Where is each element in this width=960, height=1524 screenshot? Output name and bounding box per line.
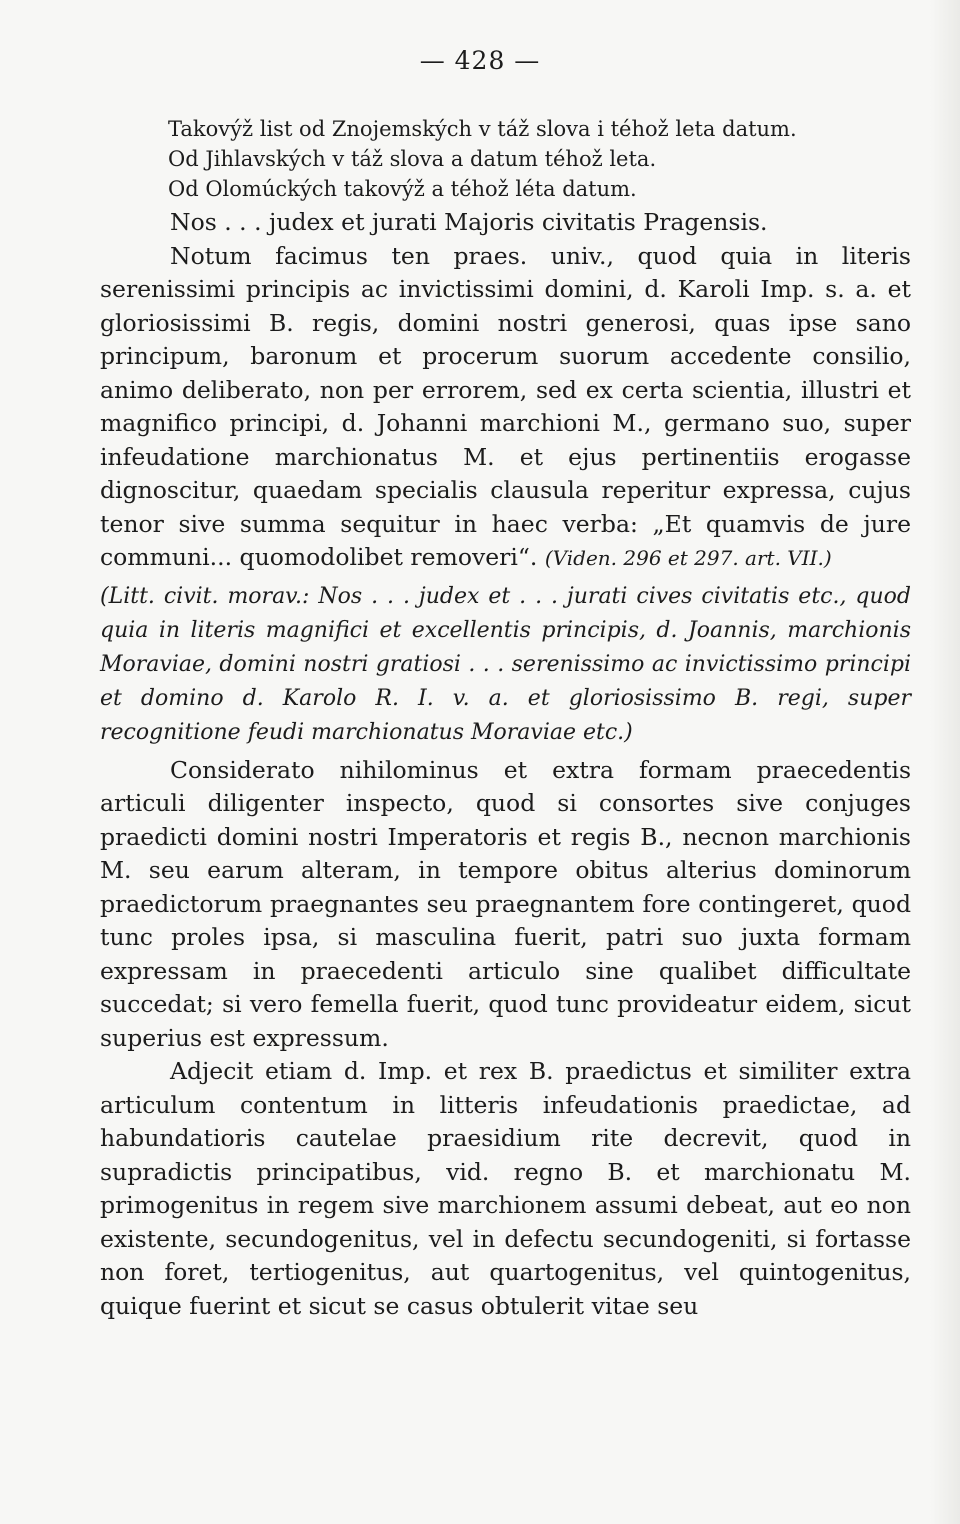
paragraph	[100, 240, 911, 576]
page-edge	[930, 0, 960, 1524]
italic-note: (Litt. civit. morav.: Nos . . . judex et . . . jurati cives civitatis etc., quod quia in literis magnifici et excellentis principis, d. Joannis, marchionis Moraviae, domini nostri gratiosi . . . serenissimo ac invictissimo principi et domino d. Karolo R. I. v. a. et gloriosissimo B. regi, super recognitione feudi marchionatus Moraviae etc.)	[100, 583, 911, 745]
paragraph: Considerato nihilominus et extra formam praecedentis articuli diligenter inspecto, quod si consortes sive conjuges praedicti domini nostri Imperatoris et regis B., necnon marchionis M. seu earum alteram, in tempore obitus alterius dominorum praedictorum praegnantes seu praegnantem fore contingeret, quod tunc proles ipsa, si masculina fuerit, patri suo juxta formam expressam in praecedenti articulo sine qualibet difficultate succedat; si vero femella fuerit, quod tunc provideatur eidem, sicut superius est expressum.	[100, 755, 911, 1052]
header-line: Od Olomúckých takovýž a téhož léta datum.	[168, 177, 637, 201]
paragraph: Adjecit etiam d. Imp. et rex B. praedictus et similiter extra articulum contentum in litteris infeudationis praedictae, ad habundatioris cautelae praesidium rite decrevit, quod in supradictis principatibus, vid. regno B. et marchionatu M. primogenitus in regem sive marchionem assumi debeat, aut eo non existente, secundogenitus, vel in defectu secundogeniti, si fortasse non foret, tertiogenitus, aut quartogenitus, vel quintogenitus, quique fuerint et sicut se casus obtulerit vitae seu	[100, 1057, 911, 1320]
citation: (Viden. 296 et 297. art. VII.)	[544, 546, 832, 570]
header-line: Takovýž list od Znojemských v táž slova i téhož leta datum.	[168, 117, 797, 141]
paragraph-text: Notum facimus ten praes. univ., quod quia in literis serenissimi principis ac invictissimi domini, d. Karoli Imp. s. a. et gloriosissimi B. regis, domini nostri generosi, quas ipse sano principum, baronum et procerum suorum accedente consilio, animo deliberato, non per errorem, sed ex certa scientia, illustri et magnifico principi, d. Johanni marchioni M., germano suo, super infeudatione marchionatus M. et ejus pertinentiis erogasse dignoscitur, quaedam specialis clausula reperitur expressa, cujus tenor sive summa sequitur in haec verba: „Et quamvis de jure communi... quomodolibet removeri“.	[100, 241, 911, 571]
page-number: — 428 —	[419, 46, 541, 75]
header-notes	[168, 114, 888, 204]
opening-line: Nos . . . judex et jurati Majoris civitatis Pragensis.	[170, 208, 768, 236]
main-text	[100, 206, 911, 1323]
header-line: Od Jihlavských v táž slova a datum téhož leta.	[168, 147, 657, 171]
